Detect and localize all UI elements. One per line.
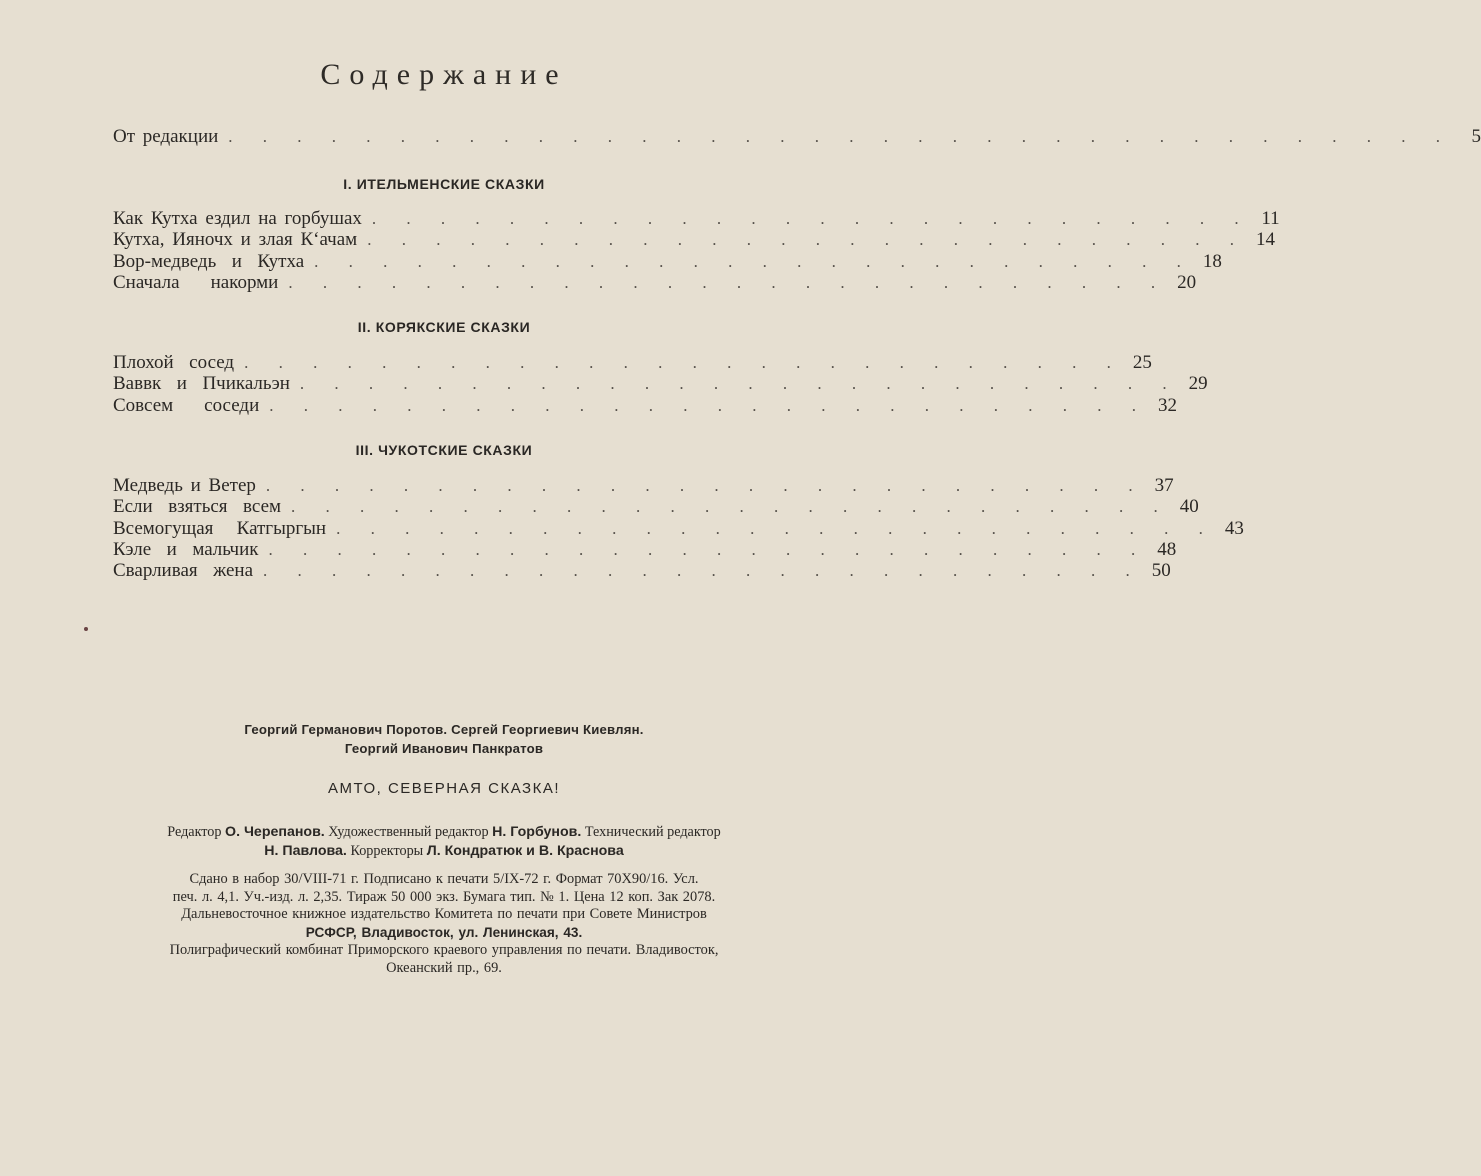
- toc-entry-name: Кутха, Ияночх и злая К‘ачам: [113, 229, 358, 251]
- dot-leader: . . . . . . . . . . . . . . . . . . . . . . . . . .: [367, 230, 1247, 250]
- dot-leader: . . . . . . . . . . . . . . . . . . . . . . . . . .: [263, 561, 1143, 581]
- dot-leader: . . . . . . . . . . . . . . . . . . . . . . . . . .: [244, 353, 1124, 372]
- toc-entry-page: 48: [1157, 538, 1177, 560]
- toc-row: [113, 271, 1197, 293]
- toc-entry-page: 25: [1132, 352, 1152, 373]
- toc-row: [113, 373, 1208, 395]
- toc-entry-name: Ваввк и Пчикальэн: [113, 373, 290, 395]
- toc-row: [113, 126, 1481, 147]
- pub-line: Дальневосточное книжное издательство Комитета по печати при Совете Министров: [181, 906, 707, 923]
- dot-leader: . . . . . . . . . . . . . . . . . . . . . . . . . .: [336, 518, 1216, 538]
- toc-entry-name: Если взяться всем: [113, 496, 282, 518]
- pub-line: Океанский пр., 69.: [386, 959, 502, 976]
- toc-entry-name: Сначала накорми: [113, 271, 279, 293]
- foreword-entry: [113, 126, 1481, 147]
- toc-entry-page: 20: [1177, 271, 1197, 293]
- pub-line: печ. л. 4,1. Уч.-изд. л. 2,35. Тираж 50 000 экз. Бумага тип. № 1. Цена 12 коп. Зак 2078.: [172, 888, 716, 905]
- art-editor-name: Н. Горбунов.: [492, 824, 582, 840]
- toc-row: [113, 394, 1177, 416]
- section-heading: I. ИТЕЛЬМЕНСКИЕ СКАЗКИ: [343, 176, 545, 192]
- toc-entry-name: Совсем соседи: [113, 394, 260, 416]
- toc-entry-name: Как Кутха ездил на горбушах: [113, 208, 362, 229]
- tech-editor-name: Н. Павлова.: [264, 843, 347, 859]
- label: Технический редактор: [581, 824, 721, 840]
- toc-entry-page: 14: [1255, 229, 1275, 251]
- ink-speck: [84, 627, 88, 631]
- label: Художественный редактор: [324, 824, 493, 840]
- editors-line: [0, 842, 888, 861]
- dot-leader: . . . . . . . . . . . . . . . . . . . . . . . . . .: [299, 374, 1180, 394]
- pub-line: [0, 924, 888, 943]
- dot-leader: . . . . . . . . . . . . . . . . . . . . . . . . . .: [269, 395, 1149, 415]
- dot-leader: . . . . . . . . . . . . . . . . . . . . . . . . . .: [265, 476, 1146, 495]
- toc-entry-page: 5: [1471, 126, 1481, 147]
- pub-line: Сдано в набор 30/VIII-71 г. Подписано к печати 5/IX-72 г. Формат 70X90/16. Усл.: [189, 871, 699, 887]
- dot-leader: . . . . . . . . . . . . . . . . . . . . . . . . . . . . . . . . . . . .: [228, 127, 1454, 146]
- toc-entry-name: Всемогущая Катгыргын: [113, 517, 327, 539]
- editor-name: О. Черепанов.: [225, 824, 325, 840]
- toc-entry-name: Плохой сосед: [113, 352, 235, 373]
- section-heading: III. ЧУКОТСКИЕ СКАЗКИ: [355, 442, 533, 458]
- dot-leader: . . . . . . . . . . . . . . . . . . . . . . . . . .: [371, 209, 1252, 228]
- toc-entry-page: 29: [1188, 373, 1208, 395]
- toc-row: [113, 250, 1222, 272]
- pub-address: РСФСР, Владивосток, ул. Ленинская, 43.: [305, 924, 583, 940]
- toc-entry-name: Медведь и Ветер: [113, 475, 256, 496]
- toc-row: [113, 538, 1177, 560]
- toc-row: [113, 560, 1171, 582]
- proofreaders-names: Л. Кондратюк и В. Краснова: [426, 843, 624, 859]
- toc-row: [113, 496, 1199, 518]
- book-title: АМТО, СЕВЕРНАЯ СКАЗКА!: [327, 780, 561, 797]
- toc-entry-page: 43: [1224, 517, 1244, 539]
- toc-entry-page: 11: [1261, 208, 1280, 229]
- publication-details: [0, 871, 888, 978]
- toc-entry-page: 18: [1202, 250, 1222, 272]
- label: Редактор: [167, 824, 226, 840]
- toc-entry-page: 37: [1154, 475, 1174, 496]
- toc-entry-page: 50: [1151, 560, 1171, 582]
- label: Корректоры: [346, 843, 427, 859]
- pub-line: Полиграфический комбинат Приморского краевого управления по печати. Владивосток,: [169, 942, 719, 959]
- editors-line: [0, 823, 888, 842]
- toc-row: [113, 517, 1244, 539]
- authors-block: [0, 720, 888, 758]
- authors-line: Георгий Иванович Панкратов: [344, 741, 544, 756]
- toc-row: [113, 475, 1174, 496]
- section-2-entries: [113, 352, 1208, 416]
- page-title: Содержание: [320, 58, 568, 91]
- toc-row: [113, 208, 1280, 229]
- toc-entry-name: Вор-медведь и Кутха: [113, 250, 305, 272]
- toc-row: [113, 229, 1275, 251]
- toc-entry-page: 32: [1158, 394, 1177, 416]
- section-1-entries: [113, 208, 1280, 293]
- dot-leader: . . . . . . . . . . . . . . . . . . . . . . . . . .: [288, 272, 1169, 292]
- authors-line: Георгий Германович Поротов. Сергей Георгиевич Киевлян.: [244, 722, 644, 737]
- editors-block: [0, 823, 888, 861]
- toc-entry-name: От редакции: [113, 126, 219, 147]
- toc-row: [113, 352, 1152, 373]
- toc-entry-name: Сварливая жена: [113, 560, 254, 582]
- dot-leader: . . . . . . . . . . . . . . . . . . . . . . . . . .: [291, 497, 1171, 517]
- section-3-entries: [113, 475, 1244, 582]
- dot-leader: . . . . . . . . . . . . . . . . . . . . . . . . . .: [268, 539, 1149, 559]
- toc-entry-name: Кэле и мальчик: [113, 538, 259, 560]
- toc-entry-page: 40: [1179, 496, 1199, 518]
- dot-leader: . . . . . . . . . . . . . . . . . . . . . . . . . .: [314, 251, 1194, 271]
- section-heading: II. КОРЯКСКИЕ СКАЗКИ: [357, 319, 531, 335]
